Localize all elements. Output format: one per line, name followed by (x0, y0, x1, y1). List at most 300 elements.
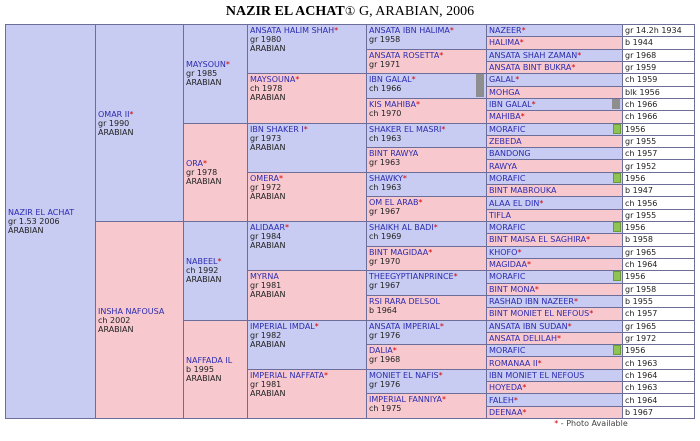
horse-name-link[interactable] (489, 223, 525, 232)
horse-color-year: b 1944 (625, 38, 653, 48)
horse-name-link[interactable] (489, 38, 524, 47)
horse-color-year: gr 1.53 2006 (8, 217, 60, 226)
horse-name: ANSATA HALIM SHAH (250, 26, 335, 35)
horse-color-year: gr 1980 (250, 35, 282, 44)
pedigree-cell-gen6 (486, 393, 623, 406)
horse-name-link[interactable] (250, 371, 364, 380)
horse-name: MORAFIC (489, 223, 526, 233)
pedigree-cell-gen6 (486, 36, 623, 49)
pedigree-cell-gen6-date (622, 86, 695, 99)
pedigree-cell-gen6-date (622, 270, 695, 283)
horse-name-link[interactable] (489, 297, 578, 306)
horse-color-year: gr 1958 (625, 284, 657, 294)
horse-name: IBN SHAKER I (250, 124, 304, 134)
horse-color-year: gr 1955 (625, 136, 657, 146)
pedigree-cell-gen5 (366, 221, 487, 247)
photo-available-star: * (519, 38, 524, 48)
pedigree-cell-gen6 (486, 283, 623, 296)
photo-available-star: * (589, 309, 594, 319)
horse-name-link[interactable] (489, 51, 581, 60)
pedigree-cell-gen4 (247, 123, 367, 173)
horse-color-year: 1956 (625, 223, 646, 233)
horse-name-link[interactable] (489, 211, 511, 220)
horse-name-link[interactable] (489, 248, 521, 257)
no-photo-swatch-icon (613, 222, 621, 232)
photo-available-star: * (531, 100, 536, 110)
horse-color-year: gr 1952 (625, 161, 657, 171)
horse-name-link[interactable] (489, 334, 561, 343)
horse-name: TIFLA (489, 210, 511, 220)
pedigree-cell-gen6-date (622, 73, 695, 86)
pedigree-cell-gen6 (486, 98, 623, 111)
horse-color-year: ch 2002 (98, 315, 131, 325)
pedigree-cell-gen3 (183, 320, 248, 420)
horse-color-year: ch 1963 (625, 383, 658, 393)
pedigree-cell-gen6 (486, 159, 623, 172)
photo-available-star: * (303, 124, 308, 134)
horse-name: MAHIBA (489, 112, 521, 122)
pedigree-cell-gen2 (95, 221, 184, 419)
pedigree-cell-gen4 (247, 320, 367, 370)
horse-color-year: gr 1970 (369, 256, 401, 266)
pedigree-cell-gen6-date (622, 369, 695, 382)
horse-name: ANSATA DELILAH (489, 333, 557, 343)
horse-name-link[interactable] (186, 356, 245, 365)
horse-color-year: gr 1973 (250, 133, 282, 143)
horse-color-year: gr 1985 (186, 69, 218, 79)
pedigree-cell-gen5 (366, 295, 487, 321)
horse-name: IBN MONIET EL NEFOUS (489, 370, 585, 380)
pedigree-cell-gen6-date (622, 221, 695, 234)
horse-name-link[interactable] (489, 396, 518, 405)
horse-breed: ARABIAN (250, 388, 286, 398)
horse-color-year: gr 1967 (369, 207, 401, 217)
photo-available-star: * (439, 321, 444, 331)
photo-available-star: * (203, 158, 208, 168)
pedigree-cell-gen6 (486, 61, 623, 74)
pedigree-cell-gen5 (366, 344, 487, 370)
pedigree-cell-gen6 (486, 258, 623, 271)
horse-name-link[interactable] (369, 371, 484, 380)
photo-available-star: * (334, 26, 339, 35)
pedigree-cell-gen6-date (622, 283, 695, 296)
pedigree-cell-gen6-date (622, 36, 695, 49)
horse-name: BINT MONIET EL NEFOUS (489, 309, 590, 319)
horse-color-year: gr 1976 (369, 330, 401, 340)
horse-name-link[interactable] (369, 272, 484, 281)
pedigree-cell-gen6 (486, 332, 623, 345)
pedigree-cell-gen6 (486, 233, 623, 246)
horse-color-year: ch 1966 (625, 100, 658, 110)
horse-color-year: b 1958 (625, 235, 653, 245)
photo-available-star: * (573, 297, 578, 307)
horse-breed: ARABIAN (8, 226, 44, 235)
horse-name-link[interactable] (369, 51, 484, 60)
horse-name-link[interactable] (369, 346, 484, 355)
horse-name-link[interactable] (186, 60, 245, 69)
no-photo-swatch-icon (613, 124, 621, 134)
horse-color-year: ch 1970 (369, 108, 402, 118)
photo-available-star: * (534, 284, 539, 294)
pedigree-cell-gen6 (486, 381, 623, 394)
horse-color-year: gr 1958 (369, 35, 401, 44)
pedigree-cell-gen1 (5, 24, 96, 419)
photo-available-star: * (418, 198, 423, 208)
horse-color-year: gr 1967 (369, 281, 401, 291)
horse-name-link[interactable] (489, 408, 526, 417)
horse-name: ZEBEDA (489, 136, 522, 146)
horse-name-link[interactable] (369, 75, 484, 84)
horse-color-year: ch 1963 (369, 182, 402, 192)
horse-color-year: ch 1975 (369, 404, 402, 414)
horse-breed: ARABIAN (250, 241, 286, 250)
pedigree-cell-gen6-date (622, 98, 695, 111)
pedigree-cell-gen5 (366, 49, 487, 75)
pedigree-cell-gen5 (366, 320, 487, 346)
horse-name: DEENAA (489, 407, 523, 417)
pedigree-cell-gen6-date (622, 24, 695, 37)
pedigree-cell-gen6 (486, 196, 623, 209)
horse-name: MOHGA (489, 87, 520, 97)
horse-name: NABEEL (186, 257, 218, 267)
pedigree-cell-gen6-date (622, 332, 695, 345)
photo-available-star: * (571, 63, 576, 73)
horse-name-link[interactable] (369, 26, 484, 35)
horse-name-link[interactable] (489, 359, 542, 368)
horse-color-year: gr 1968 (369, 355, 401, 365)
horse-name-link[interactable] (369, 198, 484, 207)
pedigree-cell-gen6 (486, 246, 623, 259)
pedigree-cell-gen5 (366, 147, 487, 173)
horse-color-year: gr 1965 (625, 321, 657, 331)
horse-name: MAYSOUNA (250, 75, 296, 85)
horse-name: IMPERIAL FANNIYA (369, 395, 442, 405)
pedigree-cell-gen2 (95, 24, 184, 222)
horse-color-year: blk 1956 (625, 87, 660, 97)
horse-color-year: b 1955 (625, 297, 653, 307)
horse-color-year: 1956 (625, 346, 646, 356)
horse-name-link[interactable] (489, 174, 525, 183)
horse-breed: ARABIAN (186, 176, 222, 186)
horse-breed: ARABIAN (98, 324, 134, 334)
horse-name: NAFFADA IL (186, 355, 233, 365)
no-photo-swatch-icon (613, 271, 621, 281)
pedigree-cell-gen6-date (622, 159, 695, 172)
photo-available-star: * (449, 26, 454, 35)
photo-available-star: * (537, 358, 542, 368)
horse-name-link[interactable] (489, 322, 572, 331)
horse-name-link[interactable] (250, 272, 364, 281)
horse-name-link[interactable] (250, 223, 364, 232)
photo-available-star: * (324, 370, 329, 380)
horse-color-year: ch 1978 (250, 84, 283, 94)
photo-available-star: * (433, 223, 438, 232)
horse-breed: ARABIAN (250, 339, 286, 349)
pedigree-cell-gen6-date (622, 123, 695, 136)
pedigree-cell-gen6 (486, 110, 623, 123)
horse-color-year: gr 1978 (186, 167, 218, 177)
horse-name: IMPERIAL IMDAL (250, 321, 315, 331)
pedigree-cell-gen3 (183, 123, 248, 223)
pedigree-cell-gen6 (486, 209, 623, 222)
horse-name: MYRNA (250, 272, 279, 282)
icon-circle-one: ① (344, 4, 356, 18)
horse-color-year: ch 1964 (625, 370, 658, 380)
horse-color-year: b 1967 (625, 407, 653, 417)
photo-available-star: * (129, 109, 134, 119)
horse-color-year: ch 1969 (369, 232, 402, 241)
horse-name-link[interactable] (489, 272, 525, 281)
horse-color-year: gr 1972 (625, 333, 657, 343)
no-photo-swatch-icon (613, 173, 621, 183)
pedigree-cell-gen5 (366, 393, 487, 419)
horse-name: MONIET EL NAFIS (369, 370, 439, 380)
horse-name-link[interactable] (369, 223, 484, 232)
horse-color-year: gr 1972 (250, 182, 282, 192)
pedigree-cell-gen4 (247, 73, 367, 123)
horse-name-link[interactable] (489, 371, 584, 380)
horse-name-link[interactable] (8, 208, 93, 217)
pedigree-cell-gen6-date (622, 381, 695, 394)
horse-breed: ARABIAN (250, 93, 286, 103)
pedigree-cell-gen6-date (622, 147, 695, 160)
horse-name: SHAIKH AL BADI (369, 223, 434, 232)
horse-color-year: gr 1984 (250, 232, 282, 241)
horse-name-link[interactable] (98, 110, 181, 119)
pedigree-cell-gen6-date (622, 61, 695, 74)
horse-name-link[interactable] (489, 75, 519, 84)
horse-name-link[interactable] (369, 100, 484, 109)
horse-color-year: 1956 (625, 173, 646, 183)
horse-breed: ARABIAN (250, 44, 286, 53)
pedigree-cell-gen6-date (622, 356, 695, 369)
pedigree-cell-gen5 (366, 123, 487, 149)
pedigree-cell-gen6-date (622, 307, 695, 320)
horse-color-year: gr 1981 (250, 379, 282, 389)
horse-color-year: gr 1971 (369, 59, 401, 69)
pedigree-cell-gen5 (366, 73, 487, 99)
photo-available-star: * (522, 407, 527, 417)
horse-name-link[interactable] (250, 322, 364, 331)
horse-name-link[interactable] (489, 63, 575, 72)
horse-name: ANSATA BINT BUKRA (489, 63, 572, 73)
horse-name-link[interactable] (489, 260, 531, 269)
horse-name-link[interactable] (489, 112, 525, 121)
pedigree-cell-gen6 (486, 24, 623, 37)
photo-available-star: * (567, 321, 572, 331)
pedigree-cell-gen6 (486, 49, 623, 62)
horse-name: NAZEER (489, 26, 522, 36)
photo-available-star: * (515, 75, 520, 85)
pedigree-cell-gen6 (486, 307, 623, 320)
pedigree-cell-gen6 (486, 221, 623, 234)
horse-color-year: ch 1963 (369, 133, 402, 143)
horse-name-link[interactable] (250, 174, 364, 183)
horse-name: INSHA NAFOUSA (98, 306, 165, 316)
horse-name: THEEGYPTIANPRINCE (369, 272, 454, 282)
pedigree-cell-gen3 (183, 221, 248, 321)
pedigree-cell-gen6-date (622, 393, 695, 406)
photo-available-star: * (556, 333, 561, 343)
photo-available-star: * (441, 395, 446, 405)
horse-name-link[interactable] (489, 149, 531, 158)
horse-name: SHAWKY (369, 173, 403, 183)
pedigree-cell-gen6 (486, 369, 623, 382)
horse-color-year: ch 1963 (625, 358, 658, 368)
horse-name-link[interactable] (489, 162, 517, 171)
horse-name: MAYSOUN (186, 60, 226, 70)
horse-name-link[interactable] (186, 159, 245, 168)
horse-name: KHOFO (489, 247, 518, 257)
photo-available-star: * (225, 60, 230, 70)
photo-available-star: * (520, 112, 525, 122)
horse-breed: ARABIAN (98, 127, 134, 137)
horse-color-year: ch 1964 (625, 260, 658, 270)
pedigree-cell-gen5 (366, 369, 487, 395)
photo-legend: * - Photo Available (554, 419, 628, 428)
horse-name-link[interactable] (250, 26, 364, 35)
pedigree-cell-gen4 (247, 270, 367, 320)
horse-name-link[interactable] (489, 235, 590, 244)
pedigree-cell-gen6 (486, 73, 623, 86)
pedigree-cell-gen6 (486, 320, 623, 333)
horse-name: ANSATA ROSETTA (369, 50, 440, 60)
pedigree-cell-gen6-date (622, 295, 695, 308)
horse-color-year: ch 1966 (369, 84, 402, 94)
horse-name: ANSATA IBN SUDAN (489, 321, 568, 331)
horse-name-link[interactable] (369, 395, 484, 404)
photo-available-star: * (521, 26, 526, 36)
horse-name: GALAL (489, 75, 516, 85)
horse-name-link[interactable] (369, 297, 484, 306)
pedigree-cell-gen6 (486, 295, 623, 308)
pedigree-cell-gen5 (366, 196, 487, 222)
horse-name: ANSATA SHAH ZAMAN (489, 50, 578, 60)
horse-name-link[interactable] (489, 26, 526, 35)
horse-name: RAWYA (489, 161, 517, 171)
photo-available-star: * (513, 395, 518, 405)
horse-breed: ARABIAN (186, 78, 222, 88)
horse-name-link[interactable] (489, 199, 543, 208)
photo-available-star: * (522, 383, 527, 393)
horse-name-link[interactable] (369, 174, 484, 183)
photo-available-star: * (441, 124, 446, 134)
horse-name: MORAFIC (489, 124, 526, 134)
horse-name-link[interactable] (489, 309, 593, 318)
pedigree-cell-gen5 (366, 270, 487, 296)
pedigree-cell-gen6-date (622, 49, 695, 62)
horse-name: ANSATA IMPERIAL (369, 321, 440, 331)
horse-color-year: gr 1963 (369, 158, 401, 168)
photo-available-star: * (217, 257, 222, 267)
pedigree-cell-gen6 (486, 344, 623, 357)
horse-name-link[interactable] (489, 285, 539, 294)
horse-name-title: NAZIR EL ACHAT (225, 4, 345, 19)
pedigree-cell-gen6-date (622, 320, 695, 333)
pedigree-cell-gen6 (486, 406, 623, 419)
photo-available-star: * (428, 247, 433, 257)
horse-name: BINT MAISA EL SAGHIRA (489, 235, 587, 245)
horse-name: BINT MABROUKA (489, 186, 557, 196)
pedigree-cell-gen4 (247, 369, 367, 419)
pedigree-cell-gen6 (486, 356, 623, 369)
horse-color-year: gr 1990 (98, 118, 130, 128)
pedigree-cell-gen6-date (622, 184, 695, 197)
horse-name: MORAFIC (489, 173, 526, 183)
horse-name: BINT RAWYA (369, 149, 419, 159)
horse-color-year: ch 1957 (625, 309, 658, 319)
horse-name: ALIDAAR (250, 223, 286, 232)
horse-name: MORAFIC (489, 272, 526, 282)
pedigree-cell-gen6-date (622, 233, 695, 246)
horse-name: SHAKER EL MASRI (369, 124, 442, 134)
horse-name-link[interactable] (489, 383, 526, 392)
pedigree-cell-gen6-date (622, 209, 695, 222)
horse-name-link[interactable] (250, 125, 364, 134)
photo-available-star: * (402, 173, 407, 183)
horse-name-link[interactable] (186, 257, 245, 266)
horse-name-link[interactable] (98, 307, 181, 316)
horse-name: FALEH (489, 395, 514, 405)
pedigree-cell-gen5 (366, 98, 487, 124)
horse-color-year: ch 1966 (625, 112, 658, 122)
horse-name: OM EL ARAB (369, 198, 419, 208)
horse-name: ANSATA IBN HALIMA (369, 26, 450, 35)
horse-name: BINT MAGIDAA (369, 247, 429, 257)
horse-name-link[interactable] (369, 322, 484, 331)
horse-name: ALAA EL DIN (489, 198, 540, 208)
horse-name: ORA (186, 158, 204, 168)
horse-name-link[interactable] (489, 137, 522, 146)
horse-name-link[interactable] (489, 346, 525, 355)
photo-available-star: * (577, 50, 582, 60)
horse-name-link[interactable] (489, 186, 556, 195)
horse-color-year: 1956 (625, 272, 646, 282)
pedigree-cell-gen6-date (622, 172, 695, 185)
horse-color-year: b 1964 (369, 305, 397, 315)
placeholder-marker (612, 99, 620, 109)
horse-name: ROMANAA II (489, 358, 538, 368)
horse-name: HALIMA (489, 38, 520, 48)
horse-name-link[interactable] (369, 149, 484, 158)
horse-name-link[interactable] (489, 125, 525, 134)
photo-available-star: * (586, 235, 591, 245)
pedigree-cell-gen4 (247, 221, 367, 271)
horse-color-year: b 1947 (625, 186, 653, 196)
photo-available-star: * (295, 75, 300, 85)
pedigree-cell-gen5 (366, 246, 487, 272)
horse-color-year: ch 1956 (625, 198, 658, 208)
photo-available-star: * (411, 75, 416, 85)
pedigree-cell-gen6-date (622, 344, 695, 357)
horse-name: BINT MONA (489, 284, 535, 294)
no-photo-swatch-icon (613, 345, 621, 355)
horse-name-link[interactable] (369, 248, 484, 257)
photo-available-star: * (517, 247, 522, 257)
horse-name: RSI RARA DELSOL (369, 296, 440, 306)
photo-available-star: * (438, 370, 443, 380)
horse-name-link[interactable] (489, 88, 520, 97)
horse-name-link[interactable] (250, 75, 364, 84)
horse-breed: ARABIAN (250, 142, 286, 152)
horse-name: RASHAD IBN NAZEER (489, 297, 574, 307)
horse-color-year: b 1995 (186, 364, 214, 374)
pedigree-cell-gen6 (486, 270, 623, 283)
horse-color-year: gr 14.2h 1934 (625, 26, 682, 36)
horse-color-year: gr 1965 (625, 247, 657, 257)
horse-name-link[interactable] (369, 125, 484, 134)
horse-name-link[interactable] (489, 100, 536, 109)
